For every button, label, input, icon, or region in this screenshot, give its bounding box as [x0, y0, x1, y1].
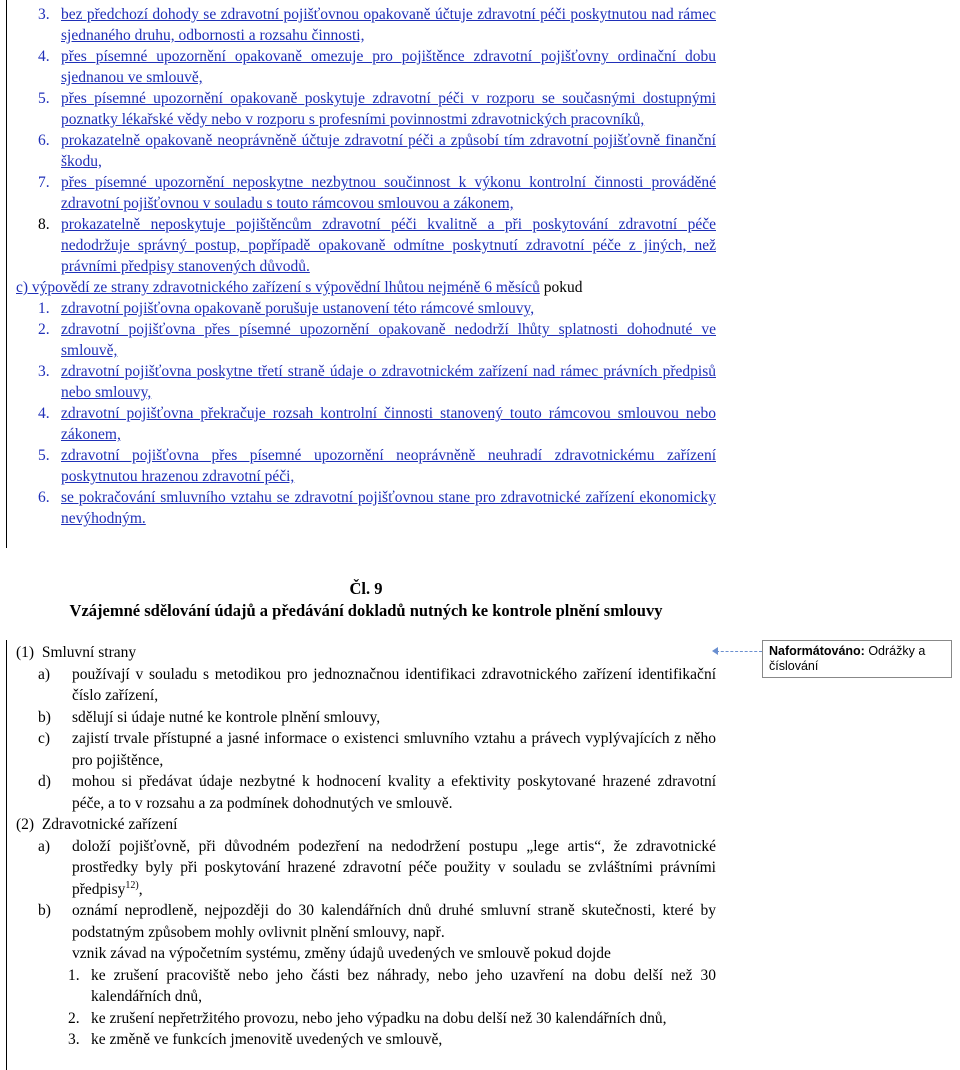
article-number: Čl. 9 — [349, 579, 383, 598]
formatting-comment-balloon[interactable]: Naformátováno: Odrážky a číslování — [762, 640, 952, 678]
list-item: a) používají v souladu s metodikou pro jednoznačnou identifikaci zdravotnického zařízení identifikační číslo zařízení, — [38, 665, 716, 704]
list-item: 8. prokazatelně neposkytuje pojištěncům zdravotní péči kvalitně a při poskytování zdravotní péče nedodržuje správný postup, popřípadě opakovaně odmítne poskytnutí zdravotní péče z jiných, než právními předpisy stanovených důvodů. — [38, 216, 716, 275]
list-item: 2. zdravotní pojišťovna přes písemné upozornění opakovaně nedodrží lhůty splatnosti dohodnuté ve smlouvě, — [38, 321, 716, 359]
list-item: 3. ke změně ve funkcích jmenovitě uvedených ve smlouvě, — [68, 1031, 443, 1048]
section-c-lead: c) výpovědí ze strany zdravotnického zařízení s výpovědní lhůtou nejméně 6 měsíců pokud — [16, 279, 583, 296]
balloon-connector — [716, 651, 762, 652]
list-item: 7. přes písemné upozornění neposkytne nezbytnou součinnost k výkonu kontrolní činnosti prováděné zdravotní pojišťovnou v souladu s touto rámcovou smlouvou a zákonem, — [38, 174, 716, 212]
list-item: 2. ke zrušení nepřetržitého provozu, nebo jeho výpadku na dobu delší než 30 kalendářních dnů, — [68, 1009, 667, 1027]
article-body — [16, 642, 716, 1051]
list-item: 5. přes písemné upozornění opakovaně poskytuje zdravotní péči v rozporu se současnými dostupnými poznatky lékařské vědy nebo v rozporu s profesními povinnostmi zdravotnických pracovníků, — [38, 90, 716, 128]
list-item: 1. ke zrušení pracoviště nebo jeho části bez náhrady, nebo jeho uzavření na dobu delší než 30 kalendářních dnů, — [68, 966, 716, 1005]
paragraph-1-heading: (1) Smluvní strany — [16, 644, 137, 661]
list-item: 3. zdravotní pojišťovna poskytne třetí straně údaje o zdravotnickém zařízení nad rámec právních předpisů nebo smlouvy, — [38, 363, 716, 401]
list-item: 6. prokazatelně opakovaně neoprávněně účtuje zdravotní péči a způsobí tím zdravotní pojišťovně finanční škodu, — [38, 132, 716, 170]
paragraph-2-heading: (2) Zdravotnické zařízení — [16, 816, 178, 833]
list-item: d) mohou si předávat údaje nezbytné k hodnocení kvality a efektivity poskytované hrazené zdravotní péče, a to v rozsahu a za podmínek dohodnutých ve smlouvě. — [38, 773, 716, 812]
list-item: b) sdělují si údaje nutné ke kontrole plnění smlouvy, — [38, 708, 381, 726]
list-b-continuation — [16, 4, 716, 529]
list-item: 4. přes písemné upozornění opakovaně omezuje pro pojištěnce zdravotní pojišťovny ordinační dobu sjednanou ve smlouvě, — [38, 48, 716, 86]
revision-change-bar — [6, 640, 7, 1070]
list-item: 3. bez předchozí dohody se zdravotní pojišťovnou opakovaně účtuje zdravotní péči poskytnutou nad rámec sjednaného druhu, odbornosti a rozsahu činnosti, — [38, 6, 716, 44]
list-item: 6. se pokračování smluvního vztahu se zdravotní pojišťovnou stane pro zdravotnické zařízení ekonomicky nevýhodným. — [38, 489, 716, 527]
list-item: a) doloží pojišťovně, při důvodném podezření na nedodržení postupu „lege artis“, že zdravotnické prostředky byly při poskytování hrazené zdravotní péče použity v souladu se zvláštními právními předpisy$^{12)}$, — [38, 837, 716, 898]
list-item: 1. zdravotní pojišťovna opakovaně porušuje ustanovení této rámcové smlouvy, — [38, 300, 535, 317]
article-title: Vzájemné sdělování údajů a předávání dokladů nutných ke kontrole plnění smlouvy — [69, 601, 663, 620]
list-item: 4. zdravotní pojišťovna překračuje rozsah kontrolní činnosti stanovený touto rámcovou smlouvou nebo zákonem, — [38, 405, 716, 443]
list-item: b) oznámí neprodleně, nejpozději do 30 kalendářních dnů druhé smluvní straně skutečnosti, které by podstatným způsobem mohly ovlivnit plnění smlouvy, např. — [38, 902, 716, 941]
footnote-ref[interactable]: 12) — [125, 879, 139, 891]
list-item: c) zajistí trvale přístupné a jasné informace o existenci smluvního vztahu a právech vyplývajících z něho pro pojištěnce, — [38, 730, 716, 769]
item-b-continuation: vznik závad na výpočetním systému, změny údajů uvedených ve smlouvě pokud dojde — [72, 945, 611, 962]
revision-change-bar — [6, 0, 7, 548]
list-item: 5. zdravotní pojišťovna přes písemné upozornění neoprávněně neuhradí zdravotnickému zařízení poskytnutou hrazenou zdravotní péči, — [38, 447, 716, 485]
